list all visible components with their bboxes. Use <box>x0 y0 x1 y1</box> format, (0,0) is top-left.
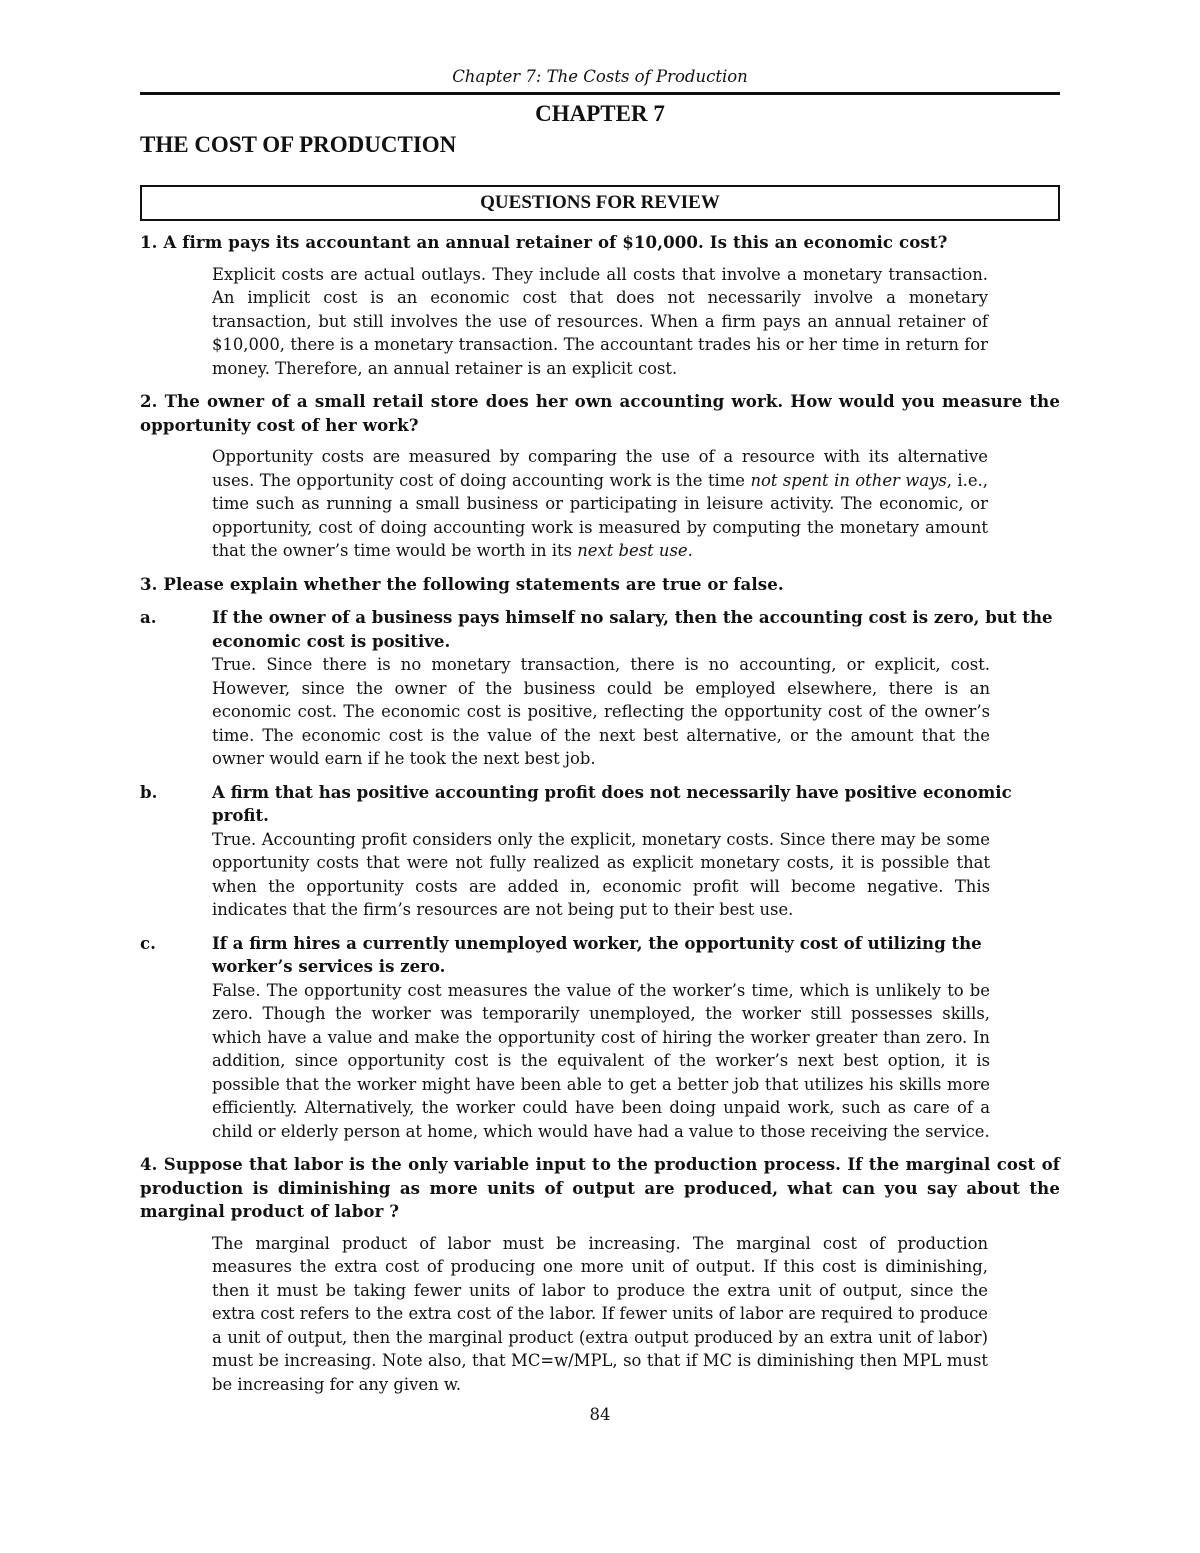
document-page <box>140 66 1060 1426</box>
statement-b-text: A firm that has positive accounting profit does not necessarily have positive economic profit. <box>212 781 1012 825</box>
statement-b <box>140 781 1060 922</box>
statement-a-answer: True. Since there is no monetary transaction, there is no accounting, or explicit, cost. However, since the owner of the business could be employed elsewhere, there is an economic cost. The economic cost is positive, reflecting the opportunity cost of the owner’s time. The economic cost is the value of the next best alternative, or the amount that the owner would earn if he took the next best job. <box>212 655 990 768</box>
chapter-title: THE COST OF PRODUCTION <box>140 132 457 157</box>
question-1: 1. A firm pays its accountant an annual retainer of $10,000. Is this an economic cost? <box>140 232 948 252</box>
section-heading-box: QUESTIONS FOR REVIEW <box>140 185 1060 221</box>
header-rule <box>140 92 1060 95</box>
question-3: 3. Please explain whether the following statements are true or false. <box>140 573 784 594</box>
answer-1: Explicit costs are actual outlays. They include all costs that involve a monetary transaction. An implicit cost is an economic cost that does not necessarily involve a monetary transaction, but still involves the use of resources. When a firm pays an annual retainer of $10,000, there is a monetary transaction. The accountant trades his or her time in return for money. Therefore, an annual retainer is an explicit cost. <box>212 264 988 378</box>
statement-c-letter: c. <box>140 932 156 953</box>
chapter-number: CHAPTER 7 <box>535 101 665 126</box>
statement-c <box>140 932 1060 1144</box>
statement-b-letter: b. <box>140 781 158 802</box>
question-4: 4. Suppose that labor is the only variable input to the production process. If the marginal cost of production is diminishing as more units of output are produced, what can you say about the marginal product of labor ? <box>140 1154 1060 1221</box>
statement-b-answer: True. Accounting profit considers only the explicit, monetary costs. Since there may be some opportunity costs that were not fully realized as explicit monetary costs, it is possible that when the opportunity costs are added in, economic profit will become negative. This indicates that the firm’s resources are not being put to their best use. <box>212 829 990 919</box>
statement-a-letter: a. <box>140 607 157 627</box>
question-2: 2. The owner of a small retail store does her own accounting work. How would you measure the opportunity cost of her work? <box>140 391 1060 435</box>
answer-4: The marginal product of labor must be increasing. The marginal cost of production measures the extra cost of producing one more unit of output. If this cost is diminishing, then it must be taking fewer units of labor to produce the extra unit of output, since the extra cost refers to the extra cost of the labor. If fewer units of labor are required to produce a unit of output, then the marginal product (extra output produced by an extra unit of labor) must be increasing. Note also, that MC=w/MPL, so that if MC is diminishing then MPL must be increasing for any given w. <box>212 1233 988 1394</box>
answer-2 <box>212 445 988 563</box>
statement-a <box>140 606 1060 771</box>
answer-2-emphasis-2: next best use <box>577 541 688 560</box>
statement-c-answer: False. The opportunity cost measures the value of the worker’s time, which is unlikely to be zero. Though the worker was temporarily unemployed, the worker still possesses skills, which have a value and make the opportunity cost of hiring the worker greater than zero. In addition, since opportunity cost is the equivalent of the worker’s next best option, it is possible that the worker might have been able to get a better job that utilizes his skills more efficiently. Alternatively, the worker could have been doing unpaid work, such as care of a child or elderly person at home, which would have had a value to those receiving the service. <box>212 980 990 1141</box>
answer-2-text-1: Opportunity costs are measured by comparing the use of a resource with its alternative uses. The opportunity cost of doing accounting work is the time <box>212 447 988 490</box>
answer-2-text-3: . <box>687 541 693 560</box>
answer-2-text-2: , i.e., time such as running a small business or participating in leisure activity. The economic, or opportunity, cost of doing accounting work is measured by computing the monetary amount that the owner’s time would be worth in its <box>212 470 988 560</box>
page-number: 84 <box>589 1405 611 1424</box>
running-header: Chapter 7: The Costs of Production <box>452 67 748 86</box>
answer-2-emphasis-1: not spent in other ways <box>750 470 947 490</box>
statement-a-text: If the owner of a business pays himself no salary, then the accounting cost is zero, but the economic cost is positive. <box>212 607 1053 651</box>
statement-c-text: If a firm hires a currently unemployed worker, the opportunity cost of utilizing the worker’s services is zero. <box>212 932 982 976</box>
